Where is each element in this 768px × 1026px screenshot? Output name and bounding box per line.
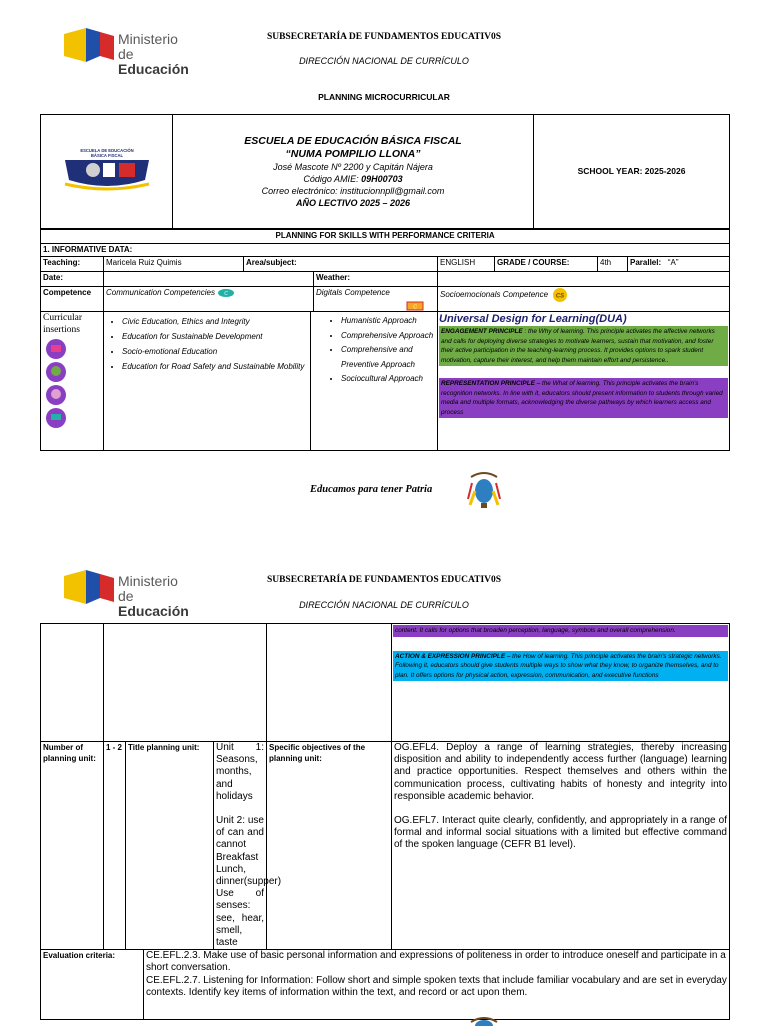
weather-value bbox=[438, 272, 730, 287]
representation-principle bbox=[439, 378, 728, 418]
representation-text: – the What of learning. This principle activates the brain's recognition networks. In line with it, educators should present information to students through varied media and multiple formats, acknowledging the diverse pathways by which learners access and process bbox=[441, 380, 723, 416]
units-cell bbox=[214, 742, 282, 950]
engagement-principle bbox=[439, 326, 728, 366]
insertion-item: • Socio-emotional Education bbox=[122, 344, 310, 359]
ecuador-coat-of-arms-icon bbox=[467, 469, 501, 509]
dua-title: Universal Design for Learning(DUA) bbox=[439, 313, 627, 325]
approaches-cell bbox=[311, 312, 437, 450]
comp-socio-text: Socioemocionals Competence bbox=[440, 290, 549, 300]
criterion-ce-efl-2-7: CE.EFL.2.7. Listening for Information: Follow short and simple spoken texts that include familiar vocabulary and are set in everyday contexts. Identify key items of information within the text, and record or act upon them. bbox=[146, 974, 727, 998]
planning-table-2 bbox=[40, 623, 730, 1020]
objective-og-efl4: OG.EFL4. Deploy a range of learning strategies, thereby increasing disposition and ability to independently access further (language) learning and practice opportunities. Respect themselves and others within the communication process, cultivating habits of honesty and integrity into responsible academic behavior. bbox=[394, 742, 727, 802]
insertion-item: • Education for Road Safety and Sustainable Mobility bbox=[122, 359, 310, 374]
school-name-line2: “NUMA POMPILIO LLONA” bbox=[285, 147, 421, 160]
approaches-list bbox=[311, 314, 437, 387]
blank-cell bbox=[104, 624, 267, 742]
subsecretaria-title: SUBSECRETARÍA DE FUNDAMENTOS EDUCATIV0S bbox=[266, 32, 502, 42]
insertions-list-cell bbox=[104, 312, 311, 450]
ministry-line1: Ministerio bbox=[118, 31, 178, 47]
direccion-title: DIRECCIÓN NACIONAL DE CURRÍCULO bbox=[299, 56, 469, 66]
skills-planning-title: PLANNING FOR SKILLS WITH PERFORMANCE CRITERIA bbox=[41, 230, 730, 244]
action-expression-principle bbox=[393, 651, 728, 682]
insertions-approach-cell bbox=[104, 312, 438, 451]
ministry-line2-bold: Educación bbox=[118, 61, 189, 77]
digital-competence bbox=[314, 287, 438, 312]
svg-text:ESCUELA DE EDUCACIÓN: ESCUELA DE EDUCACIÓN bbox=[79, 148, 134, 153]
svg-text:C: C bbox=[413, 304, 417, 311]
date-value bbox=[104, 272, 314, 287]
school-email: Correo electrónico: institucionnpll@gmail.com bbox=[261, 185, 445, 196]
title-planning-unit-label: Title planning unit: bbox=[126, 742, 214, 950]
engagement-text: : the Why of learning. This principle activates the affective networks and calls for deploying diverse strategies to motivate learners, sustain that motivation, and foster their active participation in the teaching-learning process. It provides options to spark student motivation, capture their interest, and help them maintain effort and persistence.. bbox=[441, 328, 715, 364]
blank-cell bbox=[267, 624, 392, 742]
socioemotional-competence bbox=[438, 287, 730, 312]
action-text: – the How of learning. This principle activates the brain's strategic networks. Following it, educators should give students multiple ways to show what they know, to organize themselves, and to plan. It offers options for physical action, expression, communication, and executive functions bbox=[395, 652, 722, 679]
insertion-item: • Education for Sustainable Development bbox=[122, 329, 310, 344]
amie-label: Código AMIE: bbox=[303, 173, 362, 184]
school-lective-year: AÑO LECTIVO 2025 – 2026 bbox=[295, 197, 411, 208]
planning-table-1 bbox=[40, 229, 730, 451]
footer-motto: Educamos para tener Patria bbox=[310, 484, 433, 495]
school-name-line1: ESCUELA DE EDUCACIÓN BÁSICA FISCAL bbox=[244, 134, 462, 147]
informative-data-label: 1. INFORMATIVE DATA: bbox=[41, 244, 730, 257]
digital-badge-icon bbox=[406, 301, 424, 311]
svg-text:BÁSICA FISCAL: BÁSICA FISCAL bbox=[90, 153, 123, 158]
competence-label: Competence bbox=[41, 287, 104, 312]
objectives-cell bbox=[392, 742, 730, 950]
comp-digital-text: Digitals Competence bbox=[316, 288, 390, 297]
amie-code: 09H00703 bbox=[361, 173, 403, 184]
direccion-title-page2: DIRECCIÓN NACIONAL DE CURRÍCULO bbox=[299, 600, 469, 610]
curricular-insertions-cell bbox=[41, 312, 104, 451]
comp-communication-text: Communication Competencies bbox=[106, 288, 215, 297]
planning-unit-number-label: Number of planning unit: bbox=[41, 742, 104, 950]
ministry-line2-prefix: de bbox=[118, 588, 134, 604]
curricular-insertions-label: Curricular insertions bbox=[43, 313, 83, 335]
communication-badge-icon bbox=[217, 288, 235, 298]
evaluation-criteria-cell bbox=[144, 950, 730, 1020]
approach-item: • Humanistic Approach bbox=[341, 314, 437, 329]
ministry-line1: Ministerio bbox=[118, 573, 178, 589]
insertions-icons bbox=[43, 338, 69, 430]
area-subject-label: Area/subject: bbox=[244, 257, 438, 272]
blank-cell bbox=[41, 624, 104, 742]
approach-item: • Comprehensive Approach bbox=[341, 329, 437, 344]
teacher-name: Maricela Ruiz Quimis bbox=[104, 257, 244, 272]
school-header-table bbox=[40, 114, 730, 229]
subsecretaria-title-page2: SUBSECRETARÍA DE FUNDAMENTOS EDUCATIV0S bbox=[266, 575, 502, 585]
school-year: SCHOOL YEAR: 2025-2026 bbox=[534, 115, 730, 229]
dua-cell bbox=[438, 312, 730, 451]
evaluation-criteria-label: Evaluation criteria: bbox=[41, 950, 144, 1020]
parallel-value: “A” bbox=[667, 258, 679, 267]
objectives-label: Specific objectives of the planning unit: bbox=[267, 742, 392, 950]
representation-label: REPRESENTATION PRINCIPLE bbox=[441, 380, 535, 387]
grade-value: 4th bbox=[598, 257, 628, 272]
ministry-line2-bold: Educación bbox=[118, 603, 189, 619]
parallel-label: Parallel: bbox=[630, 258, 662, 267]
weather-label: Weather: bbox=[314, 272, 438, 287]
representation-continuation: content. It calls for options that broaden perception, language, symbols and overall comprehension. bbox=[393, 625, 728, 637]
dua-continuation-cell bbox=[392, 624, 730, 742]
ministry-line2-prefix: de bbox=[118, 46, 134, 62]
approach-item: • Comprehensive and Preventive Approach bbox=[341, 343, 437, 372]
school-seal-icon bbox=[55, 146, 159, 194]
objective-og-efl7: OG.EFL7. Interact quite clearly, confidently, and appropriately in a range of formal and informal social situations with a limited but effective command of the spoken language (CEFR B1 level). bbox=[394, 815, 727, 851]
svg-text:C: C bbox=[224, 290, 228, 297]
school-seal-cell bbox=[41, 115, 173, 229]
unit-2: Unit 2: use of can and cannot Breakfast Lunch, dinner(supper) Use of senses: see, hear, smell, taste bbox=[216, 815, 282, 949]
planning-unit-number: 1 - 2 bbox=[104, 742, 126, 950]
school-address: José Mascote Nº 2200 y Capitán Nájera bbox=[273, 161, 433, 172]
svg-text:CS: CS bbox=[556, 293, 565, 300]
communication-competence bbox=[104, 287, 314, 312]
socioemotional-badge-icon bbox=[550, 287, 570, 303]
insertions-list bbox=[104, 314, 310, 374]
approach-item: • Sociocultural Approach bbox=[341, 372, 437, 387]
teaching-label: Teaching: bbox=[41, 257, 104, 272]
action-label: ACTION & EXPRESSION PRINCIPLE bbox=[395, 652, 506, 660]
school-info-cell bbox=[173, 115, 534, 229]
criterion-ce-efl-2-3: CE.EFL.2.3. Make use of basic personal information and expressions of politeness in order to introduce oneself and participate in a short conversation. bbox=[146, 950, 726, 974]
grade-label: GRADE / COURSE: bbox=[495, 257, 598, 272]
planning-title: PLANNING MICROCURRICULAR bbox=[318, 92, 450, 102]
date-label: Date: bbox=[41, 272, 104, 287]
engagement-label: ENGAGEMENT PRINCIPLE bbox=[441, 328, 523, 335]
insertion-item: • Civic Education, Ethics and Integrity bbox=[122, 314, 310, 329]
subject-value: ENGLISH bbox=[438, 257, 495, 272]
unit-1: Unit 1: Seasons, months, and holidays bbox=[216, 742, 264, 802]
